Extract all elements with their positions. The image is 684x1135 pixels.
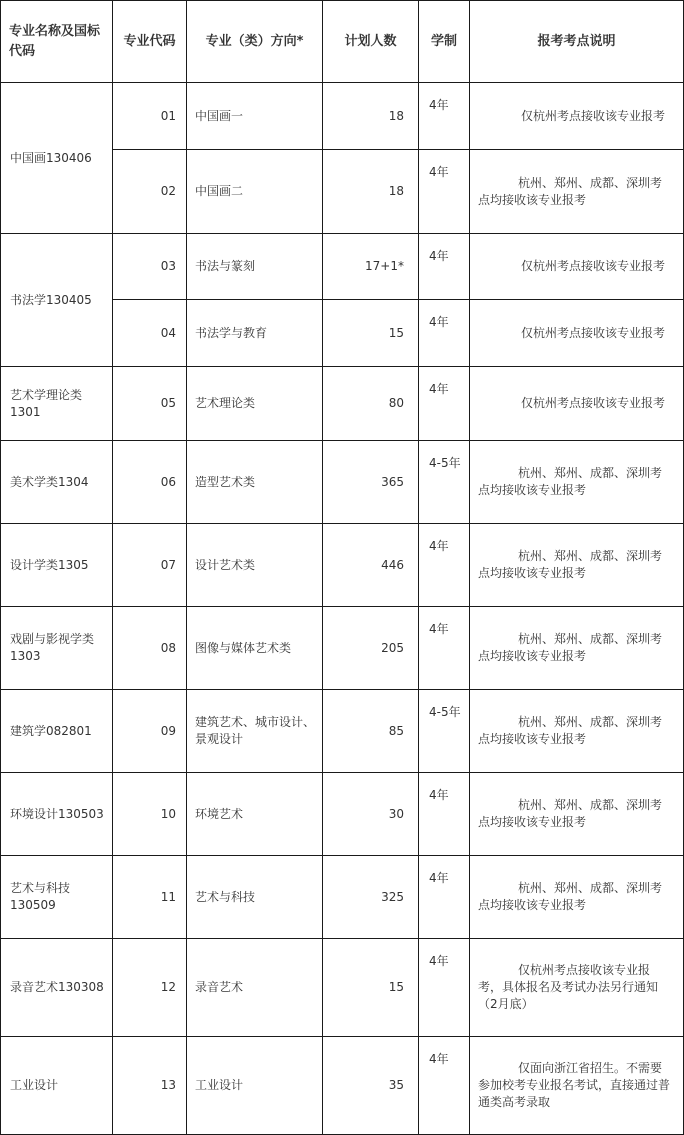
code-cell: 08 [113, 607, 187, 690]
direction-cell: 建筑艺术、城市设计、景观设计 [187, 690, 323, 773]
note-cell: 仅杭州考点接收该专业报考 [470, 367, 684, 441]
header-years: 学制 [419, 1, 470, 83]
code-cell: 02 [113, 150, 187, 234]
note-text: 杭州、郑州、成都、深圳考点均接收该专业报考 [478, 715, 663, 746]
major-name: 书法学130405 [1, 234, 113, 367]
code-cell: 06 [113, 441, 187, 524]
major-name: 环境设计130503 [1, 773, 113, 856]
code-cell: 13 [113, 1037, 187, 1135]
note-cell [470, 939, 684, 1037]
quota-cell: 15 [323, 300, 419, 367]
quota-cell: 325 [323, 856, 419, 939]
note-text: 杭州、郑州、成都、深圳考点均接收该专业报考 [478, 881, 663, 912]
header-code: 专业代码 [113, 1, 187, 83]
direction-cell: 书法学与教育 [187, 300, 323, 367]
note-text: 杭州、郑州、成都、深圳考点均接收该专业报考 [478, 175, 663, 207]
quota-cell: 446 [323, 524, 419, 607]
major-name: 设计学类1305 [1, 524, 113, 607]
table-row [1, 690, 684, 773]
direction-cell: 设计艺术类 [187, 524, 323, 607]
code-cell: 10 [113, 773, 187, 856]
code-cell: 03 [113, 234, 187, 300]
quota-cell: 30 [323, 773, 419, 856]
years-cell: 4年 [419, 83, 470, 150]
quota-cell: 18 [323, 83, 419, 150]
quota-cell: 80 [323, 367, 419, 441]
code-cell: 04 [113, 300, 187, 367]
years-cell: 4年 [419, 234, 470, 300]
major-name: 戏剧与影视学类1303 [1, 607, 113, 690]
major-name: 艺术与科技130509 [1, 856, 113, 939]
code-cell: 09 [113, 690, 187, 773]
table-row [1, 234, 684, 300]
major-name: 中国画130406 [1, 83, 113, 234]
years-cell: 4年 [419, 150, 470, 234]
direction-cell: 艺术与科技 [187, 856, 323, 939]
major-name: 艺术学理论类1301 [1, 367, 113, 441]
years-cell: 4年 [419, 939, 470, 1037]
note-cell: 仅杭州考点接收该专业报考 [470, 300, 684, 367]
note-cell: 仅杭州考点接收该专业报考 [470, 234, 684, 300]
header-major: 专业名称及国标代码 [1, 1, 113, 83]
note-text: 杭州、郑州、成都、深圳考点均接收该专业报考 [478, 632, 663, 663]
direction-cell: 造型艺术类 [187, 441, 323, 524]
table-row [1, 773, 684, 856]
note-text: 仅杭州考点接收该专业报考，具体报名及考试办法另行通知（2月底） [478, 963, 659, 1011]
quota-cell: 15 [323, 939, 419, 1037]
quota-cell: 85 [323, 690, 419, 773]
years-cell: 4年 [419, 773, 470, 856]
note-cell [470, 441, 684, 524]
note-cell [470, 1037, 684, 1135]
table-row [1, 441, 684, 524]
table-row [1, 856, 684, 939]
code-cell: 11 [113, 856, 187, 939]
years-cell: 4年 [419, 1037, 470, 1135]
note-cell [470, 607, 684, 690]
years-cell: 4年 [419, 367, 470, 441]
code-cell: 01 [113, 83, 187, 150]
quota-cell: 205 [323, 607, 419, 690]
years-cell: 4-5年 [419, 441, 470, 524]
direction-cell: 工业设计 [187, 1037, 323, 1135]
direction-cell: 中国画一 [187, 83, 323, 150]
header-direction: 专业（类）方向* [187, 1, 323, 83]
direction-cell: 环境艺术 [187, 773, 323, 856]
table-row [1, 607, 684, 690]
note-text: 仅面向浙江省招生。不需要参加校考专业报名考试，直接通过普通类高考录取 [478, 1061, 671, 1109]
table-row [1, 1037, 684, 1135]
years-cell: 4年 [419, 524, 470, 607]
code-cell: 05 [113, 367, 187, 441]
quota-cell: 35 [323, 1037, 419, 1135]
note-text: 杭州、郑州、成都、深圳考点均接收该专业报考 [478, 798, 663, 829]
quota-cell: 365 [323, 441, 419, 524]
note-cell [470, 524, 684, 607]
years-cell: 4年 [419, 856, 470, 939]
years-cell: 4年 [419, 607, 470, 690]
note-cell [470, 773, 684, 856]
code-cell: 07 [113, 524, 187, 607]
note-cell [470, 856, 684, 939]
years-cell: 4年 [419, 300, 470, 367]
direction-cell: 录音艺术 [187, 939, 323, 1037]
major-name: 工业设计 [1, 1037, 113, 1135]
direction-cell: 书法与篆刻 [187, 234, 323, 300]
note-text: 杭州、郑州、成都、深圳考点均接收该专业报考 [478, 466, 663, 497]
note-cell [470, 150, 684, 234]
major-name: 美术学类1304 [1, 441, 113, 524]
code-cell: 12 [113, 939, 187, 1037]
table-row [1, 367, 684, 441]
header-note: 报考考点说明 [470, 1, 684, 83]
direction-cell: 中国画二 [187, 150, 323, 234]
direction-cell: 艺术理论类 [187, 367, 323, 441]
years-cell: 4-5年 [419, 690, 470, 773]
quota-cell: 17+1* [323, 234, 419, 300]
note-cell [470, 690, 684, 773]
table-row [1, 83, 684, 150]
major-name: 录音艺术130308 [1, 939, 113, 1037]
header-row [1, 1, 684, 83]
direction-cell: 图像与媒体艺术类 [187, 607, 323, 690]
quota-cell: 18 [323, 150, 419, 234]
major-name: 建筑学082801 [1, 690, 113, 773]
note-text: 杭州、郑州、成都、深圳考点均接收该专业报考 [478, 549, 663, 580]
table-row [1, 939, 684, 1037]
table-row [1, 524, 684, 607]
header-quota: 计划人数 [323, 1, 419, 83]
note-cell: 仅杭州考点接收该专业报考 [470, 83, 684, 150]
